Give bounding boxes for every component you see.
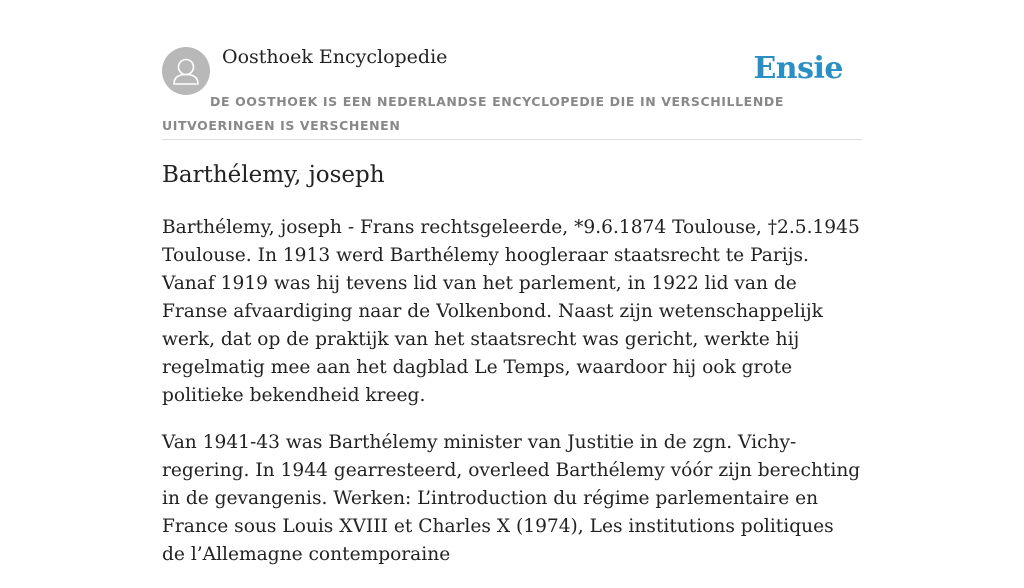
user-icon — [162, 47, 210, 95]
article-title: Barthélemy, joseph — [162, 162, 385, 188]
article-body — [162, 214, 862, 588]
brand-logo[interactable]: Ensie — [753, 51, 843, 86]
source-name-link[interactable]: Oosthoek Encyclopedie — [222, 46, 448, 68]
header-divider — [162, 139, 862, 140]
page-header — [162, 0, 862, 140]
page-container — [162, 0, 862, 565]
source-avatar[interactable] — [162, 47, 210, 95]
article-paragraph: Van 1941-43 was Barthélemy minister van Justitie in de zgn. Vichy-regering. In 1944 gearresteerd, overleed Barthélemy vóór zijn berechting in de gevangenis. Werken: L’introduction du régime parlementaire en France sous Louis XVIII et Charles X (1974), Les institutions politiques de l’Allemagne contemporaine — [162, 432, 861, 565]
article-paragraph: Barthélemy, joseph - Frans rechtsgeleerde, *9.6.1874 Toulouse, †2.5.1945 Toulouse. In 1913 werd Barthélemy hoogleraar staatsrecht te Parijs. Vanaf 1919 was hij tevens lid van het parlement, in 1922 lid van de Franse afvaardiging naar de Volkenbond. Naast zijn wetenschappelijk werk, dat op de praktijk van het staatsrecht was gericht, werkte hij regelmatig mee aan het dagblad Le Temps, waardoor hij ook grote politieke bekendheid kreeg. — [162, 217, 860, 406]
source-tagline: DE OOSTHOEK IS EEN NEDERLANDSE ENCYCLOPEDIE DIE IN VERSCHILLENDE UITVOERINGEN IS VERSCHENEN — [162, 94, 784, 133]
